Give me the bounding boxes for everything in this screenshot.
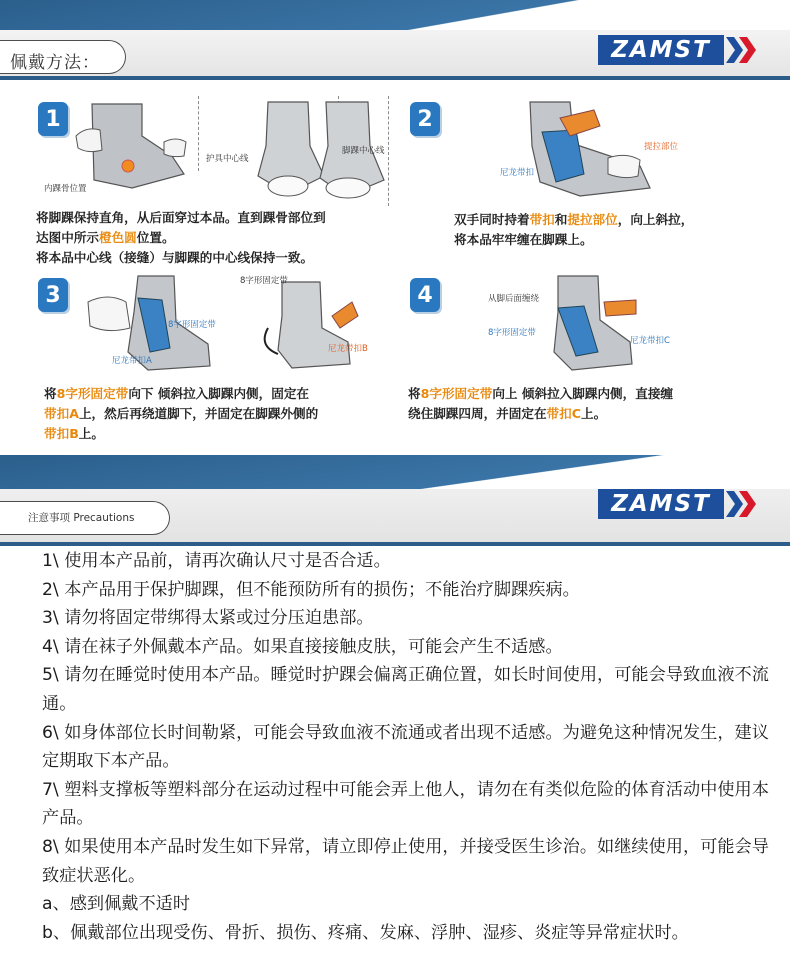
section-title: 注意事项 Precautions [28,512,135,524]
caption-line: 将本品中心线（接缝）与脚踝的中心线保持一致。 [36,250,314,265]
brand-wordmark: ZAMST [598,489,724,519]
header-rule [0,542,790,546]
header-rule [0,76,790,80]
brand-chevron-icon [726,489,760,519]
step-number-badge: 1 [38,102,68,136]
figure8-strap-top-label: 8字形固定带 [240,276,288,286]
step-number-badge: 3 [38,278,68,312]
step-number-badge: 2 [410,102,440,136]
pull-tab-label: 提拉部位 [644,142,679,152]
caption-line: 将8字形固定带向下 倾斜拉入脚踝内侧，固定在 [44,386,310,401]
instruction-steps [28,92,768,442]
velcro-c-label: 尼龙带扣C [630,336,670,346]
brace-center-line-label: 护具中心线 [206,154,249,164]
wrap-from-back-label: 从脚后面缠绕 [488,294,540,304]
precaution-item: 7\ 塑料支撑板等塑料部分在运动过程中可能会弄上他人，请勿在有类似危险的体育活动中使用本产品。 [42,779,769,829]
step-2-caption [454,210,693,250]
figure8-strap-label: 8字形固定带 [168,320,216,330]
medial-malleolus-label: 内踝骨位置 [44,184,87,194]
precaution-item: 3\ 请勿将固定带绑得太紧或过分压迫患部。 [42,608,374,629]
step-4-illustration [518,272,648,376]
brand-logo [598,487,760,521]
precaution-item: 1\ 使用本产品前，请再次确认尺寸是否合适。 [42,551,391,571]
caption-line: 带扣B上。 [44,426,104,441]
step-3-caption [44,384,318,444]
precautions-list [42,547,770,947]
step-number-badge: 4 [410,278,440,312]
precaution-item: 8\ 如果使用本产品时发生如下异常，请立即停止使用，并接受医生诊治。如继续使用，可能会导致症状恶化。 [42,836,769,886]
step-4-caption [408,384,673,424]
brand-logo [598,33,760,67]
precaution-item: 5\ 请勿在睡觉时使用本产品。睡觉时护踝会偏离正确位置，如长时间使用，可能会导致血液不流通。 [42,665,769,714]
step-3-side-illustration [248,276,368,372]
step-1-illustration [72,96,192,196]
precaution-item: b、佩戴部位出现受伤、骨折、损伤、疼痛、发麻、浮肿、湿疹、炎症等异常症状时。 [42,922,689,943]
header-band-precautions [0,455,790,547]
caption-line: 带扣A上，然后再绕道脚下，并固定在脚踝外侧的 [44,406,319,421]
velcro-b-label: 尼龙带扣B [328,344,368,354]
velcro-buckle-label: 尼龙带扣 [500,168,535,178]
header-sky-stripe [0,0,790,30]
precaution-item: 4\ 请在袜子外佩戴本产品。如果直接接触皮肤，可能会产生不适感。 [42,636,563,657]
caption-line: 绕住脚踝四周，并固定在带扣C上。 [408,406,607,421]
header-band-instructions [0,0,790,82]
figure8-strap-label: 8字形固定带 [488,328,536,338]
caption-line: 将本品牢牢缠在脚踝上。 [454,232,593,247]
step-1-caption [36,208,326,268]
precaution-item: 6\ 如身体部位长时间勒紧，可能会导致血液不流通或者出现不适感。为避免这种情况发生，建议定期取下本产品。 [42,722,769,772]
section-tab [0,40,126,74]
caption-line: 将8字形固定带向上 倾斜拉入脚踝内侧，直接缠 [408,386,674,401]
brand-chevron-icon [726,35,760,65]
step-2-illustration [490,96,660,204]
header-sky-stripe [0,455,790,489]
caption-line: 将脚踝保持直角，从后面穿过本品。直到踝骨部位到 [36,210,326,225]
precaution-item: a、感到佩戴不适时 [42,894,191,915]
ankle-center-line-label: 脚踝中心线 [342,146,385,156]
brand-wordmark: ZAMST [598,35,724,65]
guide-line-center [198,96,199,171]
velcro-a-label: 尼龙带扣A [112,356,152,366]
caption-line: 达图中所示橙色圆位置。 [36,230,175,245]
caption-line: 双手同时持着带扣和提拉部位，向上斜拉， [454,212,694,227]
section-title: 佩戴方法： [10,53,100,73]
precaution-item: 2\ 本产品用于保护脚踝，但不能预防所有的损伤；不能治疗脚踝疾病。 [42,579,580,600]
